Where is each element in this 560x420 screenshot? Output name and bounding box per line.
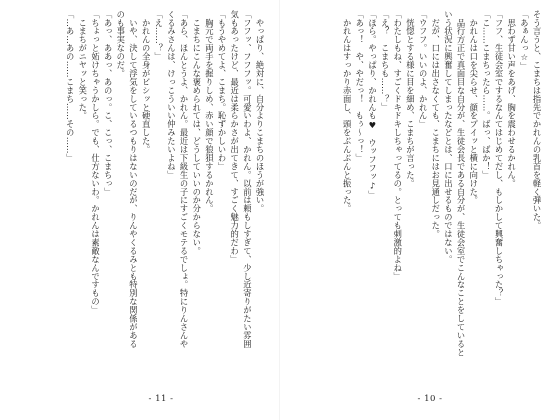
text-line: 「え？ こまちも……？」 bbox=[380, 10, 391, 112]
text-line: 胸元で両手を握りしめ、赤い顔で狼狽するかれん。 bbox=[204, 10, 215, 213]
text-line: 「フフッ、フフフッ。可愛いわよ、かれん。以前は頼もしすぎて、少し近寄りがたい雰囲 bbox=[242, 10, 253, 348]
text-line: 「あっ！ や、やだっ！ もぅ～っ！」 bbox=[354, 10, 365, 163]
text-line: そう言うと、こまちは指先でかれんの乳首を軽く弾いた。 bbox=[532, 10, 542, 230]
page-right-body bbox=[293, 10, 543, 360]
text-line: やっぱり、絶対に、自分よりこまちのほうが強い。 bbox=[255, 10, 265, 213]
text-line: 思わず甘い声をあげ、胸を震わせるかれん。 bbox=[506, 10, 517, 188]
text-line: 「ウフフ。いいのよ、かれん」 bbox=[418, 10, 429, 129]
text-line: くるみさんは、けっこういい仲みたいよね」 bbox=[166, 10, 177, 179]
text-line: こまちがニヤッと笑った。 bbox=[77, 10, 88, 120]
text-line: 「え……？」 bbox=[153, 10, 164, 61]
text-line: 「フフ、生徒会室でするなんてはじめてだし、もしかして興奮しちゃった？」 bbox=[494, 10, 505, 306]
text-line: のも事実なのだ。 bbox=[115, 10, 126, 78]
text-line: かれんは口を尖らせ、顔をプイッと横に向けた。 bbox=[468, 10, 479, 205]
text-line: 「…あ…あの……こまち……その……」 bbox=[65, 10, 76, 163]
text-line: 品行方正で真面目な自分が、生徒会長である自分が、生徒会室でこんなことをしていると bbox=[456, 10, 467, 357]
text-line: 「ちょっと妬けちゃうかしら。でも、仕方ないわ。かれんは素敵なんですもの」 bbox=[90, 10, 101, 315]
text-line: 「わたしもね、すごくドキドキしちゃってるの。とっても刺激的よね」 bbox=[392, 10, 403, 281]
text-line: こまちにこんな褒められては、どうしていいのか分からない。 bbox=[191, 10, 202, 256]
text-line: 「こ……こまちったら……。ばっ、ばか！」 bbox=[481, 10, 492, 179]
text-line: 「ほら。やっぱり、かれんも♥ ウッフフッ♪」 bbox=[367, 10, 378, 200]
text-line: 「あっ、ああっ、あのっ。こ、こっ、こまちっ」 bbox=[103, 10, 114, 196]
text-line: 気もあったけど、最近は柔らかさが出てきて、すごく魅力的だわ」 bbox=[229, 10, 240, 264]
page-number-left: - 11 - bbox=[148, 394, 174, 404]
page-left-body bbox=[10, 10, 266, 360]
text-line: 「もうやめてよ、こまち。恥ずかしいわ」 bbox=[217, 10, 228, 171]
text-line: いや、決して浮気をしているつもりはないのだが、りんやくるみとも特別な関係がある bbox=[128, 10, 139, 348]
text-line: 「あら、ほんとうよ、かれん。最近は下級生の子にすごくモテるでしょ。特にりんさんや bbox=[179, 10, 190, 348]
text-line: 恍惚とする様に目を細め、こまちが言った。 bbox=[405, 10, 416, 188]
page-right bbox=[280, 0, 560, 420]
page-number-right: - 10 - bbox=[417, 394, 443, 404]
text-line: かれんの全身がビシッと硬直した。 bbox=[141, 10, 152, 154]
text-line: いう状況に興奮してしまったなどとは、口に出せるものではない。 bbox=[443, 10, 454, 264]
text-line: かれんはすっかり赤面し、頭をぶんぶんと振った。 bbox=[342, 10, 353, 213]
text-line: だが、口には出さなくても、こまちにはお見通しだった。 bbox=[430, 10, 441, 239]
text-line: 「あぁんっ☆」 bbox=[519, 10, 530, 71]
